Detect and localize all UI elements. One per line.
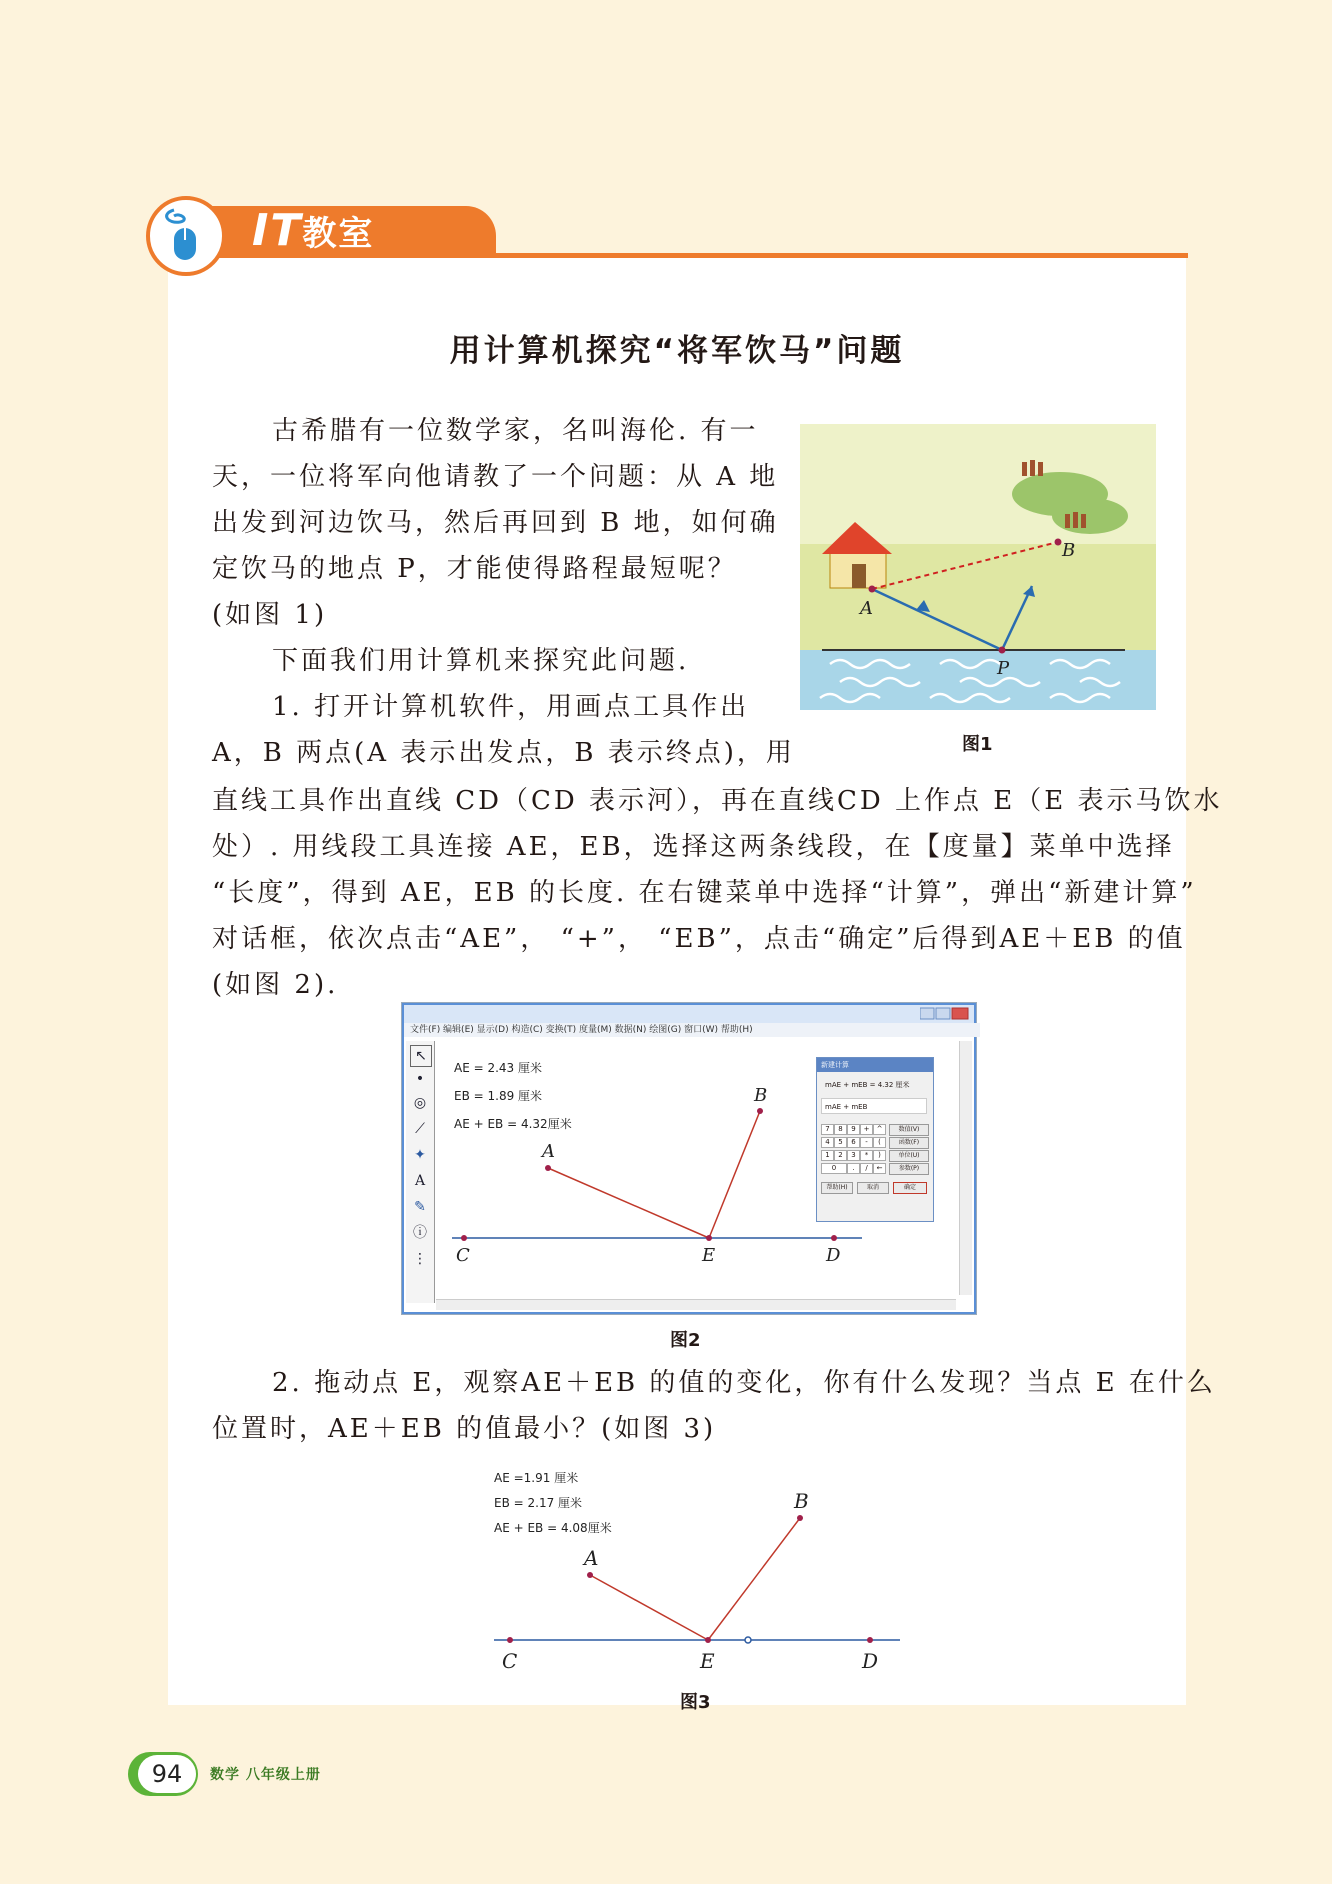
menu-bar[interactable]: 文件(F) 编辑(E) 显示(D) 构造(C) 变换(T) 度量(M) 数据(N) 绘图(G) 窗口(W) 帮助(H) <box>404 1023 980 1037</box>
intro-line: 天，一位将军向他请教了一个问题：从 A 地 <box>212 462 779 492</box>
key-8[interactable]: 8 <box>834 1124 847 1135</box>
key-open-paren[interactable]: ( <box>873 1137 886 1148</box>
intro-line: 出发到河边饮马，然后再回到 B 地，如何确 <box>212 508 779 538</box>
fig1-label-B: B <box>1062 540 1076 561</box>
intro-line: 1. 打开计算机软件，用画点工具作出 <box>272 692 750 722</box>
key-divide[interactable]: / <box>860 1163 873 1174</box>
values-button[interactable]: 数值(V) <box>889 1124 929 1136</box>
figure-3-drawing <box>480 1480 920 1680</box>
key-caret[interactable]: ^ <box>873 1124 886 1135</box>
key-9[interactable]: 9 <box>847 1124 860 1135</box>
dialog-title: 新建计算 <box>817 1058 933 1072</box>
page-number: 94 <box>138 1755 196 1793</box>
measure-eb[interactable]: EB = 1.89 厘米 <box>454 1089 543 1103</box>
mouse-icon <box>146 196 226 276</box>
key-plus[interactable]: + <box>860 1124 873 1135</box>
fig2-label-A: A <box>542 1141 555 1162</box>
fig1-label-P: P <box>997 658 1010 679</box>
fig1-label-A: A <box>860 598 873 619</box>
more-tool-icon[interactable]: ⋮ <box>413 1251 427 1267</box>
figure-2-software-window <box>402 1003 976 1314</box>
figure-2-caption: 图2 <box>670 1330 701 1351</box>
key-close-paren[interactable]: ) <box>873 1150 886 1161</box>
figure-1-caption: 图1 <box>962 734 993 755</box>
fig3-label-B: B <box>794 1489 809 1513</box>
section-header-label: IT教室 <box>252 205 375 256</box>
fig2-label-D: D <box>826 1245 841 1266</box>
intro-line: A，B 两点(A 表示出发点，B 表示终点)，用 <box>212 738 795 768</box>
figure-3-caption: 图3 <box>680 1692 711 1713</box>
fig3-measure-ae: AE =1.91 厘米 <box>494 1471 579 1485</box>
polygon-tool-icon[interactable]: ✦ <box>414 1147 426 1163</box>
functions-button[interactable]: 函数(F) <box>889 1137 929 1149</box>
key-7[interactable]: 7 <box>821 1124 834 1135</box>
text-tool-icon[interactable]: A <box>414 1173 426 1189</box>
book-title: 数学 八年级上册 <box>210 1767 321 1783</box>
key-dot[interactable]: . <box>847 1163 860 1174</box>
key-2[interactable]: 2 <box>834 1150 847 1161</box>
dialog-result: mAE + mEB = 4.32 厘米 <box>825 1081 910 1089</box>
step1-line: (如图 2). <box>212 970 339 1000</box>
measure-sum[interactable]: AE + EB = 4.32厘米 <box>454 1117 572 1131</box>
step1-line: 处）. 用线段工具连接 AE，EB，选择这两条线段，在【度量】菜单中选择 <box>212 832 1175 862</box>
key-3[interactable]: 3 <box>847 1150 860 1161</box>
fig2-label-E: E <box>702 1245 716 1266</box>
help-button[interactable]: 帮助(H) <box>821 1182 853 1194</box>
key-multiply[interactable]: * <box>860 1150 873 1161</box>
measure-ae[interactable]: AE = 2.43 厘米 <box>454 1061 543 1075</box>
ok-button[interactable]: 确定 <box>893 1182 927 1194</box>
key-minus[interactable]: - <box>860 1137 873 1148</box>
units-button[interactable]: 单位(U) <box>889 1150 929 1162</box>
intro-line: 古希腊有一位数学家，名叫海伦. 有一 <box>272 416 759 446</box>
page-title: 用计算机探究“将军饮马”问题 <box>449 333 905 369</box>
fig3-label-D: D <box>862 1649 879 1673</box>
fig3-measure-sum: AE + EB = 4.08厘米 <box>494 1521 612 1535</box>
fig3-label-A: A <box>584 1546 599 1570</box>
dialog-expression-input[interactable]: mAE + mEB <box>821 1098 927 1114</box>
point-tool-icon[interactable]: • <box>415 1071 425 1087</box>
parameters-button[interactable]: 参数(P) <box>889 1163 929 1175</box>
info-tool-icon[interactable]: ⓘ <box>413 1225 427 1241</box>
key-1[interactable]: 1 <box>821 1150 834 1161</box>
fig3-measure-eb: EB = 2.17 厘米 <box>494 1496 583 1510</box>
fig3-label-C: C <box>502 1649 518 1673</box>
arrow-tool-icon[interactable]: ↖ <box>410 1045 432 1067</box>
new-calculation-dialog <box>816 1057 934 1222</box>
compass-tool-icon[interactable]: ◎ <box>413 1095 427 1111</box>
fig2-label-C: C <box>456 1245 470 1266</box>
key-4[interactable]: 4 <box>821 1137 834 1148</box>
line-tool-icon[interactable]: ⟋ <box>415 1121 425 1137</box>
cancel-button[interactable]: 取消 <box>857 1182 889 1194</box>
key-5[interactable]: 5 <box>834 1137 847 1148</box>
intro-line: 定饮马的地点 P，才能使得路程最短呢？ <box>212 554 737 584</box>
intro-line: 下面我们用计算机来探究此问题. <box>272 646 690 676</box>
key-backspace[interactable]: ← <box>873 1163 886 1174</box>
fig3-label-E: E <box>700 1649 715 1673</box>
step2-line: 2. 拖动点 E，观察AE＋EB 的值的变化，你有什么发现？当点 E 在什么 <box>272 1368 1216 1398</box>
intro-line: (如图 1) <box>212 600 328 630</box>
step2-line: 位置时，AE＋EB 的值最小？(如图 3) <box>212 1414 717 1444</box>
figure-1 <box>800 424 1156 710</box>
step1-line: 直线工具作出直线 CD（CD 表示河），再在直线CD 上作点 E（E 表示马饮水 <box>212 786 1223 816</box>
marker-tool-icon[interactable]: ✎ <box>414 1199 426 1215</box>
step1-line: 对话框，依次点击“AE”， “+”， “EB”，点击“确定”后得到AE＋EB 的值 <box>212 924 1186 954</box>
key-6[interactable]: 6 <box>847 1137 860 1148</box>
fig2-label-B: B <box>754 1085 768 1106</box>
key-0[interactable]: 0 <box>821 1163 847 1174</box>
step1-line: “长度”，得到 AE，EB 的长度. 在右键菜单中选择“计算”，弹出“新建计算” <box>212 878 1197 908</box>
